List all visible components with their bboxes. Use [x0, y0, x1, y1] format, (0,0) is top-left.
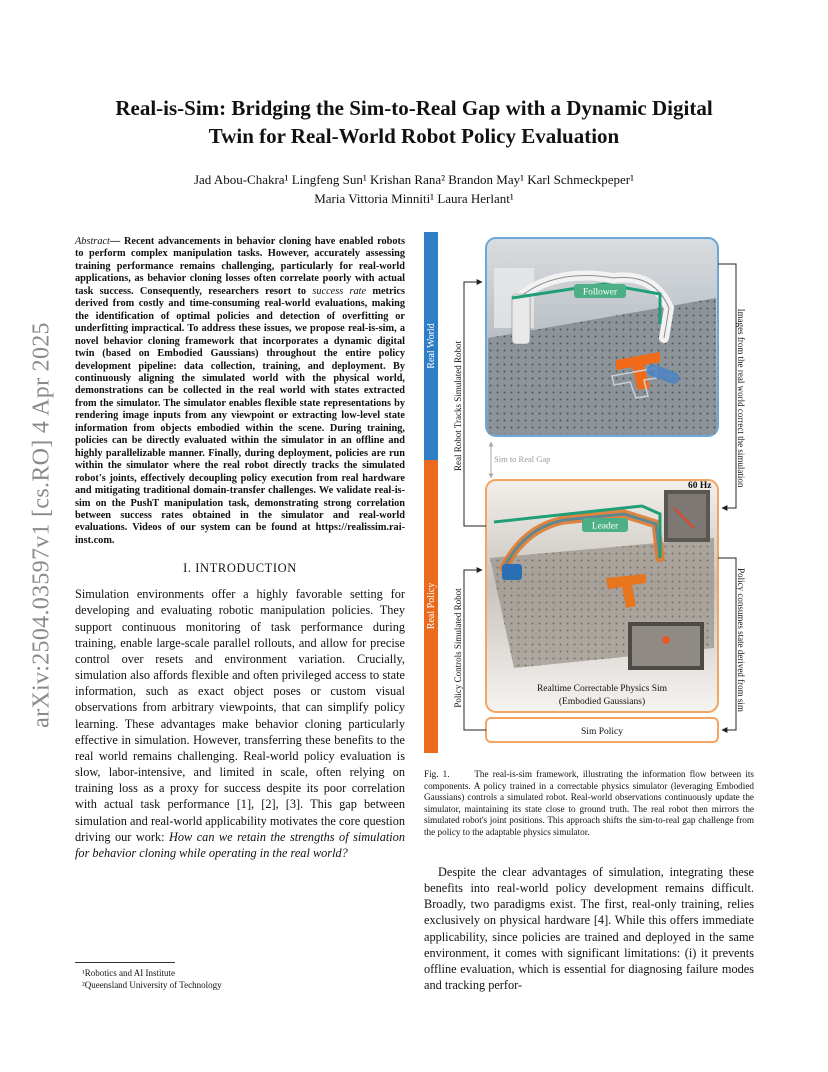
policy-consumes-state-label: Policy consumes state derived from sim [736, 568, 746, 712]
policy-controls-arrow [464, 570, 486, 730]
simulation-panel [486, 480, 718, 712]
abstract-emphasis: success rate [312, 285, 367, 297]
figure-1-diagram [424, 228, 754, 758]
intro-paragraph-1 [75, 586, 405, 861]
intro-core-question: How can we retain the strengths of simulation for behavior cloning while operating in the real world? [75, 829, 406, 860]
figure-1 [424, 228, 754, 758]
sim-label-line-2: (Embodied Gaussians) [558, 697, 646, 707]
abstract-label: Abstract [75, 236, 110, 247]
paper-title [60, 94, 768, 150]
footnote-affiliation-1: ¹Robotics and AI Institute [82, 968, 175, 978]
policy-controls-label: Policy Controls Simulated Robot [453, 588, 463, 708]
follower-label: Follower [582, 287, 618, 298]
caption-label: Fig. 1. [424, 769, 450, 779]
intro-paragraph-2: Despite the clear advantages of simulation, integrating these benefits into real-world policy development remains difficult. Broadly, two paradigms exist. The first, real-only training, relies exclusively on physical hardware [4]. While this offers immediate applicability, since policies are trained and deployed in the same environment, it comes with significant limitations: (i) it prevents offline evaluation, which is essential for diagnosing failure modes and tracking perfor- [424, 865, 754, 993]
real-world-bar-label: Real World [426, 323, 437, 369]
real-world-photo [486, 238, 718, 436]
author-line-1: Jad Abou-Chakra¹ Lingfeng Sun¹ Krishan Rana² Brandon May¹ Karl Schmeckpeper¹ [193, 172, 635, 187]
images-correct-sim-arrow [718, 264, 736, 508]
real-robot-tracks-arrow [464, 282, 486, 526]
images-correct-sim-label: Images from the real world correct the simulation [736, 308, 746, 488]
title-line-2: Twin for Real-World Robot Policy Evaluation [208, 124, 620, 148]
author-line-2: Maria Vittoria Minniti¹ Laura Herlant¹ [314, 191, 514, 206]
sim-to-real-gap-label: Sim to Real Gap [494, 454, 551, 464]
footnote-affiliation-2: ²Queensland University of Technology [82, 980, 222, 990]
sim-policy-label: Sim Policy [581, 727, 623, 737]
real-policy-bar-label: Real Policy [426, 582, 437, 630]
abstract [75, 236, 405, 547]
intro-paragraph-1-text: Simulation environments offer a highly favorable setting for developing and evaluating robotic manipulation policies. They support continuous monitoring of task performance during training, enable large-scale parallel rollouts, and allow for precise control over resets and environment variation. Crucially, simulation also affords flexible and often privileged access to state information, such as exact object poses or custom visual observations from arbitrary viewpoints, that can simplify policy learning. These advantages make behavior cloning particularly effective in simulation. However, transferring these benefits to the real world remains challenging. Real-world policy evaluation is slow, labor-intensive, and limited in scale, often relying on training loss as a proxy for success despite its poor correlation with actual task performance [1], [2], [3]. This gap between simulation and real-world applicability motivates the core question driving our work: [75, 587, 405, 844]
figure-1-caption [424, 769, 754, 839]
author-list [60, 170, 768, 208]
abstract-text-1: — Recent advancements in behavior cloning have enabled robots to perform complex manipulation tasks. However, accurately assessing training performance remains challenging, particularly for real-world applications, as behavior cloning losses often correlate poorly with actual task success. Consequently, researchers resort to [75, 236, 405, 297]
left-column [75, 236, 405, 861]
arxiv-identifier [22, 290, 62, 760]
footnotes [82, 967, 222, 991]
footnote-divider [75, 962, 175, 963]
right-column [424, 864, 754, 993]
leader-label: Leader [591, 521, 619, 532]
real-robot-tracks-label: Real Robot Tracks Simulated Robot [453, 340, 463, 472]
section-heading-introduction: I. INTRODUCTION [183, 561, 297, 576]
abstract-text-2: metrics derived from costly and time-consuming real-world evaluations, making the identification of optimal policies and detection of overfitting or underfitting impractical. To address these issues, we propose real-is-sim, a novel behavior cloning framework that incorporates a dynamic digital twin (based on Embodied Gaussians) throughout the entire policy development pipeline: data collection, training, and deployment. By continuously aligning the simulated world with the physical world, demonstrations can be collected in the real world with states extracted from the simulator. The simulator enables flexible state representations by rendering image inputs from any viewpoint or extracting low-level state information from objects embodied within the scene. During training, policies can be directly evaluated within the simulator in an offline and highly parallelizable manner. Finally, during deployment, policies are run within the simulator where the real robot directly tracks the simulated robot's joints, effectively decoupling policy execution from real hardware and mitigating traditional domain-transfer challenges. We validate real-is-sim on the PushT manipulation task, demonstrating strong correlation between success rates obtained in the simulator and real-world evaluations. Videos of our system can be found at https://realissim.rai-inst.com. [75, 285, 405, 546]
title-line-1: Real-is-Sim: Bridging the Sim-to-Real Gap with a Dynamic Digital [115, 96, 713, 120]
sim-label-line-1: Realtime Correctable Physics Sim [536, 684, 668, 694]
policy-consumes-state-arrow [718, 558, 736, 730]
rate-label: 60 Hz [688, 481, 712, 491]
caption-text: The real-is-sim framework, illustrating the information flow between its components. A policy trained in a correctable physics simulator (leveraging Embodied Gaussians) controls a simulated robot. Real-world observations continuously update the simulator, maintaining its state close to ground truth. The real robot then mirrors the simulated robot's joint positions. This approach shifts the sim-to-real gap challenge from the policy to the adaptable physics simulator. [424, 769, 754, 837]
arxiv-identifier-text: arXiv:2504.03597v1 [cs.RO] 4 Apr 2025 [28, 322, 55, 728]
